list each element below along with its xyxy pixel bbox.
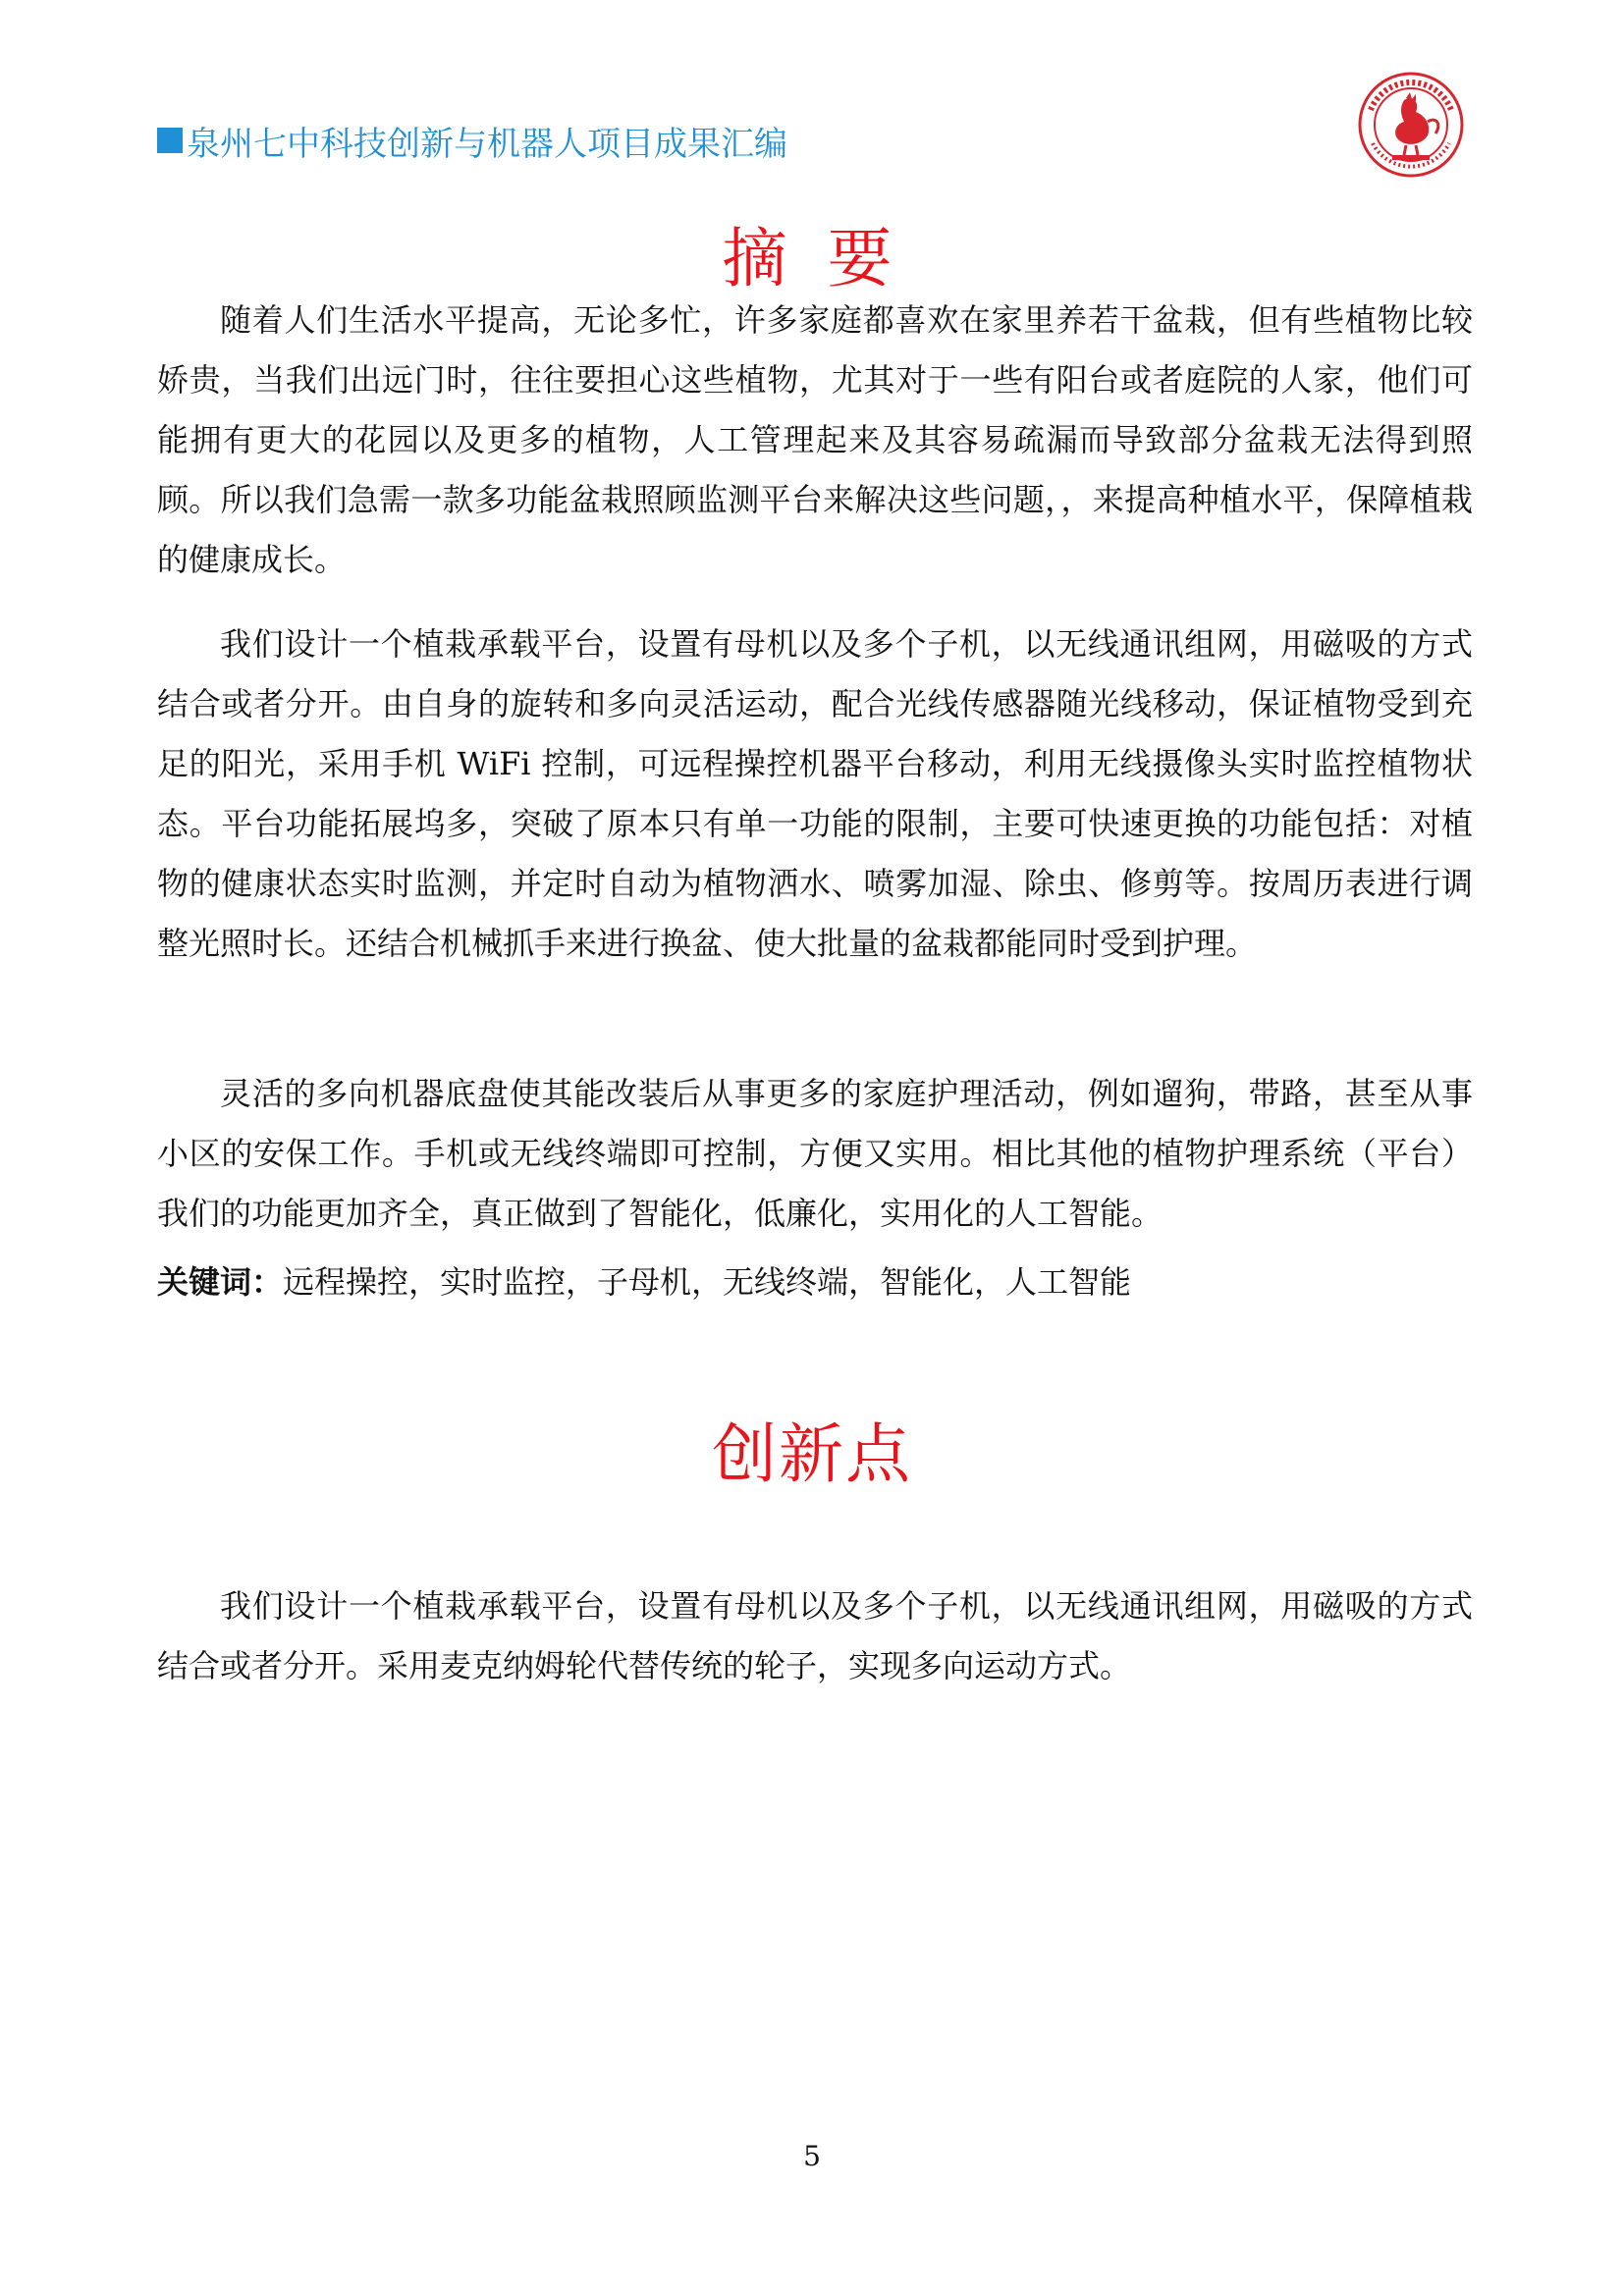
keywords-label: 关键词： <box>157 1263 284 1301</box>
abstract-title: 摘 要 <box>722 221 902 296</box>
innovation-title: 创新点 <box>712 1416 912 1492</box>
abstract-paragraph-1: 随着人们生活水平提高，无论多忙，许多家庭都喜欢在家里养若干盆栽，但有些植物比较娇贵，当我们出远门时，往往要担心这些植物，尤其对于一些有阳台或者庭院的人家，他们可能拥有更大的花园以及更多的植物，人工管理起来及其容易疏漏而导致部分盆栽无法得到照顾。所以我们急需一款多功能盆栽照顾监测平台来解决这些问题，，来提高种植水平，保障植栽的健康成长。 <box>157 301 1473 578</box>
header-title: 泉州七中科技创新与机器人项目成果汇编 <box>187 124 787 164</box>
page-number: 5 <box>803 2140 821 2172</box>
header-square-icon <box>157 128 183 153</box>
keywords-line <box>157 1253 1473 1312</box>
running-header <box>157 116 1434 165</box>
innovation-paragraph: 我们设计一个植栽承载平台，设置有母机以及多个子机，以无线通讯组网，用磁吸的方式结合或者分开。采用麦克纳姆轮代替传统的轮子，实现多向运动方式。 <box>157 1587 1473 1684</box>
school-rooster-seal-icon <box>1357 71 1465 179</box>
abstract-paragraph-3: 灵活的多向机器底盘使其能改装后从事更多的家庭护理活动，例如遛狗，带路，甚至从事小区的安保工作。手机或无线终端即可控制，方便又实用。相比其他的植物护理系统（平台）我们的功能更加齐全，真正做到了智能化，低廉化，实用化的人工智能。 <box>157 1075 1473 1232</box>
abstract-paragraph-2: 我们设计一个植栽承载平台，设置有母机以及多个子机，以无线通讯组网，用磁吸的方式结合或者分开。由自身的旋转和多向灵活运动，配合光线传感器随光线移动，保证植物受到充足的阳光，采用手机 WiFi 控制，可远程操控机器平台移动，利用无线摄像头实时监控植物状态。平台功能拓展坞多，突破了原本只有单一功能的限制，主要可快速更换的功能包括：对植物的健康状态实时监测，并定时自动为植物洒水、喷雾加湿、除虫、修剪等。按周历表进行调整光照时长。还结合机械抓手来进行换盆、使大批量的盆栽都能同时受到护理。 <box>157 625 1473 962</box>
keywords-text: 远程操控，实时监控，子母机，无线终端，智能化，人工智能 <box>283 1263 1132 1301</box>
